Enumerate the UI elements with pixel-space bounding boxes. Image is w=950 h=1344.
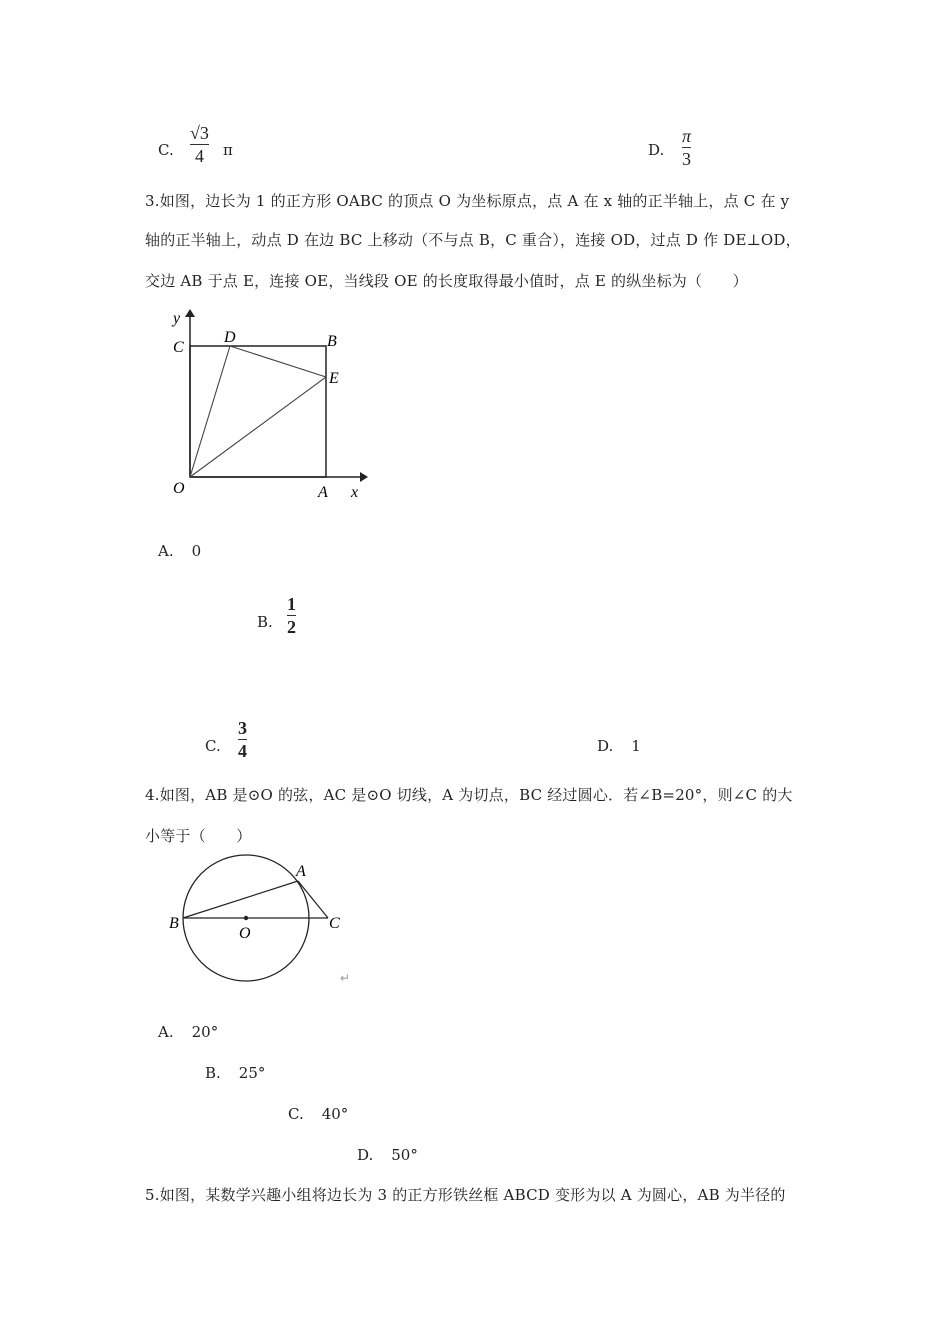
q4-text-line-2: 小等于（ ）: [145, 827, 252, 845]
q4-option-c-label: C.: [288, 1105, 304, 1123]
q3-option-d[interactable]: [597, 737, 641, 755]
prev-option-d-label: D.: [648, 141, 665, 159]
q4-option-a-label: A.: [158, 1023, 174, 1041]
prev-option-c-label: C.: [158, 141, 174, 159]
q3-text-line-3: 交边 AB 于点 E，连接 OE，当线段 OE 的长度取得最小值时，点 E 的纵坐标为（ ）: [145, 272, 748, 290]
q3-option-b-fraction: [287, 594, 296, 637]
label-e: E: [329, 370, 339, 387]
label-o: O: [173, 480, 185, 497]
q5-text-line-1: 5.如图，某数学兴趣小组将边长为 3 的正方形铁丝框 ABCD 变形为以 A 为圆心，AB 为半径的: [145, 1186, 786, 1204]
prev-option-c-numerator: √3: [190, 123, 209, 143]
q3-option-d-value: 1: [631, 737, 641, 755]
q3-option-c-denominator: 4: [238, 741, 247, 761]
q4-option-a[interactable]: [158, 1023, 218, 1041]
q3-text-line-1: 3.如图，边长为 1 的正方形 OABC 的顶点 O 为坐标原点，点 A 在 x 轴的正半轴上，点 C 在 y: [145, 192, 790, 210]
q3-square-figure: [160, 305, 375, 505]
label-y: y: [173, 310, 181, 327]
label-c: C: [329, 915, 340, 932]
x-axis-arrow-icon: [360, 472, 368, 482]
fraction-bar: [238, 739, 247, 740]
q4-option-d-label: D.: [357, 1146, 374, 1164]
q4-circle-figure: [165, 850, 365, 990]
segment-ab: [183, 881, 298, 918]
segment-ac: [298, 881, 328, 918]
q4-text-line-1: 4.如图，AB 是⊙O 的弦，AC 是⊙O 切线，A 为切点，BC 经过圆心．若∠B=20°，则∠C 的大: [145, 786, 793, 804]
q3-option-b-denominator: 2: [287, 617, 296, 637]
fraction-bar: [190, 144, 209, 145]
label-a: A: [318, 484, 328, 501]
label-o: O: [239, 925, 251, 942]
q3-option-a-label: A.: [158, 542, 174, 560]
segment-oe: [190, 377, 326, 477]
label-b: B: [327, 333, 337, 350]
label-x: x: [351, 484, 359, 501]
q3-option-c-label: C.: [205, 737, 221, 755]
center-point-o: [244, 916, 248, 920]
q4-option-b[interactable]: [205, 1064, 265, 1082]
q3-option-a[interactable]: [158, 542, 201, 560]
q4-option-d-value: 50°: [391, 1146, 418, 1164]
q3-option-a-value: 0: [191, 542, 202, 560]
label-c: C: [173, 339, 184, 356]
prev-option-d-numerator: π: [682, 126, 692, 146]
prev-option-c-suffix: π: [223, 141, 233, 159]
fraction-bar: [682, 147, 691, 148]
prev-option-d[interactable]: [648, 141, 664, 159]
q4-option-a-value: 20°: [191, 1023, 219, 1041]
q4-option-c[interactable]: [288, 1105, 348, 1123]
q4-option-b-value: 25°: [238, 1064, 266, 1082]
fraction-bar: [287, 615, 296, 616]
q4-option-c-value: 40°: [321, 1105, 349, 1123]
segment-od: [190, 346, 230, 477]
label-d: D: [224, 329, 236, 346]
q3-option-c-fraction: [238, 718, 247, 761]
prev-option-c-denominator: 4: [194, 146, 204, 166]
q3-option-b-numerator: 1: [287, 594, 296, 614]
q3-text-line-2: 轴的正半轴上，动点 D 在边 BC 上移动（不与点 B，C 重合），连接 OD，过点 D 作 DE⊥OD，: [145, 231, 801, 249]
paragraph-mark: ↵: [340, 971, 351, 985]
q3-option-c-numerator: 3: [238, 718, 247, 738]
q3-option-b-label: B.: [257, 613, 273, 631]
q4-option-d[interactable]: [357, 1146, 418, 1164]
y-axis-arrow-icon: [185, 309, 195, 317]
q3-option-d-label: D.: [597, 737, 614, 755]
q4-option-b-label: B.: [205, 1064, 221, 1082]
q3-option-c[interactable]: [205, 737, 221, 755]
label-a: A: [296, 863, 306, 880]
label-b: B: [169, 915, 179, 932]
prev-option-d-denominator: 3: [682, 149, 692, 169]
prev-option-c-fraction: [190, 123, 209, 166]
prev-option-d-fraction: [682, 126, 691, 169]
segment-de: [230, 346, 326, 377]
q3-option-b[interactable]: [257, 613, 273, 631]
prev-option-c[interactable]: [158, 141, 174, 159]
